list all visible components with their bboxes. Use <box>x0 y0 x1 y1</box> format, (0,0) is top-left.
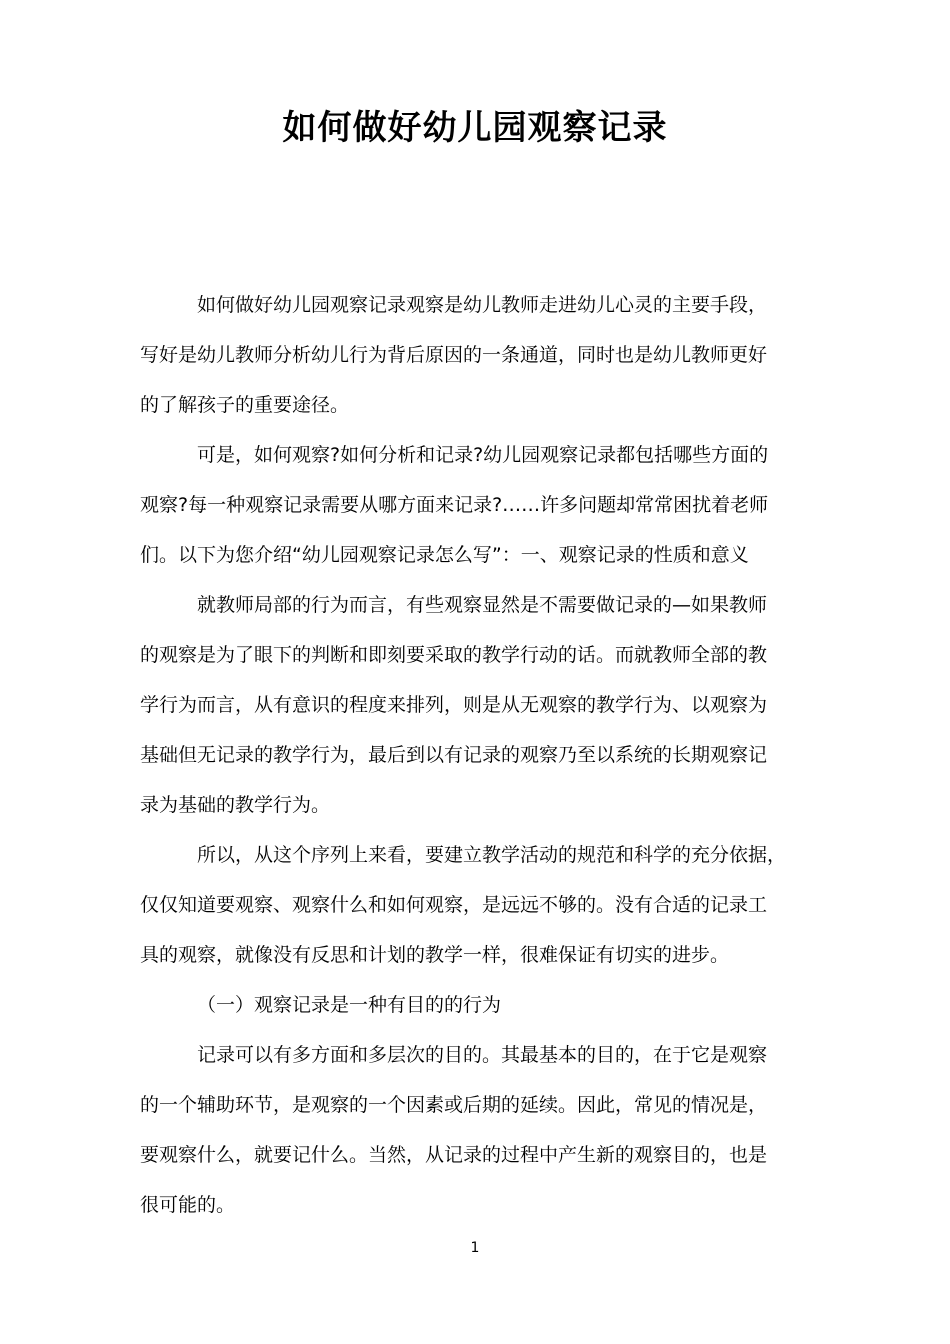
paragraph-line: 写好是幼儿教师分析幼儿行为背后原因的一条通道，同时也是幼儿教师更好 <box>140 344 768 366</box>
paragraph <box>140 280 830 430</box>
paragraph-line: 记录可以有多方面和多层次的目的。其最基本的目的，在于它是观察 <box>197 1044 768 1066</box>
paragraph-line: 基础但无记录的教学行为，最后到以有记录的观察乃至以系统的长期观察记 <box>140 744 768 766</box>
paragraph-line: 就教师局部的行为而言，有些观察显然是不需要做记录的—如果教师 <box>197 594 768 616</box>
paragraph-line: 录为基础的教学行为。 <box>140 794 331 816</box>
page-number: 1 <box>470 1240 480 1256</box>
paragraph <box>140 580 830 830</box>
section-heading <box>140 980 830 1030</box>
paragraph <box>140 830 830 980</box>
paragraph <box>140 430 830 580</box>
paragraph <box>140 1030 830 1230</box>
paragraph-line: 的观察是为了眼下的判断和即刻要采取的教学行动的话。而就教师全部的教 <box>140 644 768 666</box>
paragraph-line: 的一个辅助环节，是观察的一个因素或后期的延续。因此，常见的情况是， <box>140 1094 768 1116</box>
paragraph-line: 学行为而言，从有意识的程度来排列，则是从无观察的教学行为、以观察为 <box>140 694 768 716</box>
document-body <box>140 280 830 1230</box>
paragraph-line: 很可能的。 <box>140 1194 236 1216</box>
paragraph-line: 具的观察，就像没有反思和计划的教学一样，很难保证有切实的进步。 <box>140 944 730 966</box>
document-title: 如何做好幼儿园观察记录 <box>282 108 668 148</box>
paragraph-line: 们。以下为您介绍“幼儿园观察记录怎么写”：一、观察记录的性质和意义 <box>140 544 749 566</box>
paragraph-line: 观察?每一种观察记录需要从哪方面来记录?……许多问题却常常困扰着老师 <box>140 494 769 516</box>
paragraph-line: 要观察什么，就要记什么。当然，从记录的过程中产生新的观察目的，也是 <box>140 1144 768 1166</box>
paragraph-line: 的了解孩子的重要途径。 <box>140 394 350 416</box>
paragraph-line: 可是，如何观察?如何分析和记录?幼儿园观察记录都包括哪些方面的 <box>197 444 769 466</box>
section-heading-text: （一）观察记录是一种有目的的行为 <box>197 994 502 1016</box>
paragraph-line: 如何做好幼儿园观察记录观察是幼儿教师走进幼儿心灵的主要手段， <box>197 294 768 316</box>
paragraph-line: 所以，从这个序列上来看，要建立教学活动的规范和科学的充分依据， <box>197 844 787 866</box>
paragraph-line: 仅仅知道要观察、观察什么和如何观察，是远远不够的。没有合适的记录工 <box>140 894 768 916</box>
